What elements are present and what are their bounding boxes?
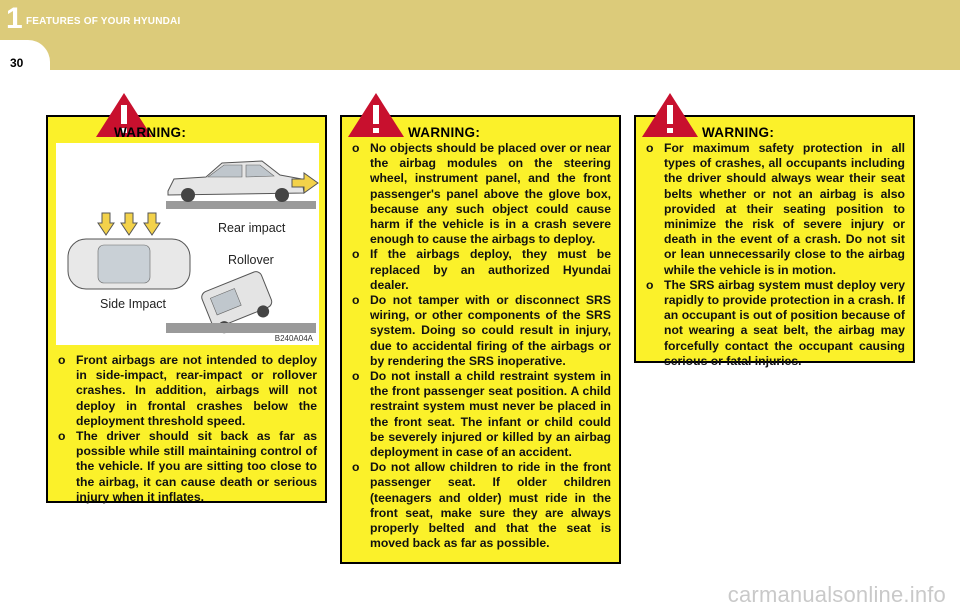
header-notch — [0, 40, 50, 70]
page-number: 30 — [10, 56, 24, 70]
list-item: o Front airbags are not intended to deploy in side-impact, rear-impact or rollover crashes. In addition, airbags will not deploy in frontal crashes below the deployment threshold speed. — [58, 353, 317, 428]
list-item: o Do not allow children to ride in the front passenger seat. If older children (teenagers and older) must ride in the front seat, make sure they are always properly belted and that the seat is moved back as far as possible. — [352, 460, 611, 551]
warning-triangle-icon — [346, 91, 406, 139]
list-item: o No objects should be placed over or near the airbag modules on the steering wheel, instrument panel, and the front passenger's panel above the glove box, because any such object could cause harm if the vehicle is in a crash severe enough to cause the airbags to deploy. — [352, 141, 611, 247]
bullet: o — [646, 141, 654, 155]
warning-list — [352, 141, 611, 551]
warning-panel-2 — [340, 115, 621, 564]
watermark-text: carmanualsonline.info — [727, 582, 946, 607]
list-item: o The SRS airbag system must deploy very rapidly to provide protection in a crash. If an occupant is out of position because of not wearing a seat belt, the airbag may forcefully contact the occupant causing serious or fatal injuries. — [646, 277, 905, 368]
bullet: o — [352, 460, 360, 475]
bullet: o — [352, 293, 360, 308]
bullet: o — [352, 247, 360, 262]
warning-list — [646, 141, 905, 369]
warning-triangle-icon — [640, 91, 700, 139]
warning-panel-3 — [634, 115, 915, 368]
rear-impact-label: Rear impact — [218, 221, 286, 235]
bullet: o — [352, 141, 360, 155]
list-item: o For maximum safety protection in all types of crashes, all occupants including the driver should always wear their seat belts whether or not an airbag is also provided at their seating position to minimize the risk of severe injury or death in the event of a crash. Do not sit or lean unnecessarily close to the airbag while the vehicle is in motion. — [646, 141, 905, 277]
bullet: o — [58, 353, 66, 367]
rollover-label: Rollover — [228, 253, 274, 267]
chapter-header-band — [0, 0, 960, 70]
warning-list — [58, 353, 317, 505]
list-item: o If the airbags deploy, they must be replaced by an authorized Hyundai dealer. — [352, 247, 611, 292]
list-item: o Do not install a child restraint system in the front passenger seat position. A child restraint system must never be placed in the front seat. The infant or child could be severely injured or killed by an airbag deployment in case of an accident. — [352, 369, 611, 460]
warning-panel-1 — [46, 115, 327, 503]
crash-types-drawing — [56, 143, 319, 345]
bullet: o — [352, 369, 360, 384]
bullet: o — [646, 277, 654, 292]
chapter-number: 1 — [6, 2, 23, 35]
figure-code: B240A04A — [274, 334, 313, 343]
airbag-illustration — [56, 143, 319, 345]
list-item: o Do not tamper with or disconnect SRS wiring, or other components of the SRS system. Doing so could result in injury, due to accidental firing of the airbags or by rendering the SRS inoperative. — [352, 293, 611, 368]
chapter-title: FEATURES OF YOUR HYUNDAI — [26, 16, 181, 27]
bullet: o — [58, 429, 66, 444]
list-item: o The driver should sit back as far as possible while still maintaining control of the vehicle. If you are sitting too close to the airbag, it can cause death or serious injury when it inflates. — [58, 429, 317, 504]
warning-heading: WARNING: — [114, 125, 187, 140]
side-impact-label: Side Impact — [100, 297, 167, 311]
warning-heading: WARNING: — [702, 125, 775, 140]
warning-heading: WARNING: — [408, 125, 481, 140]
